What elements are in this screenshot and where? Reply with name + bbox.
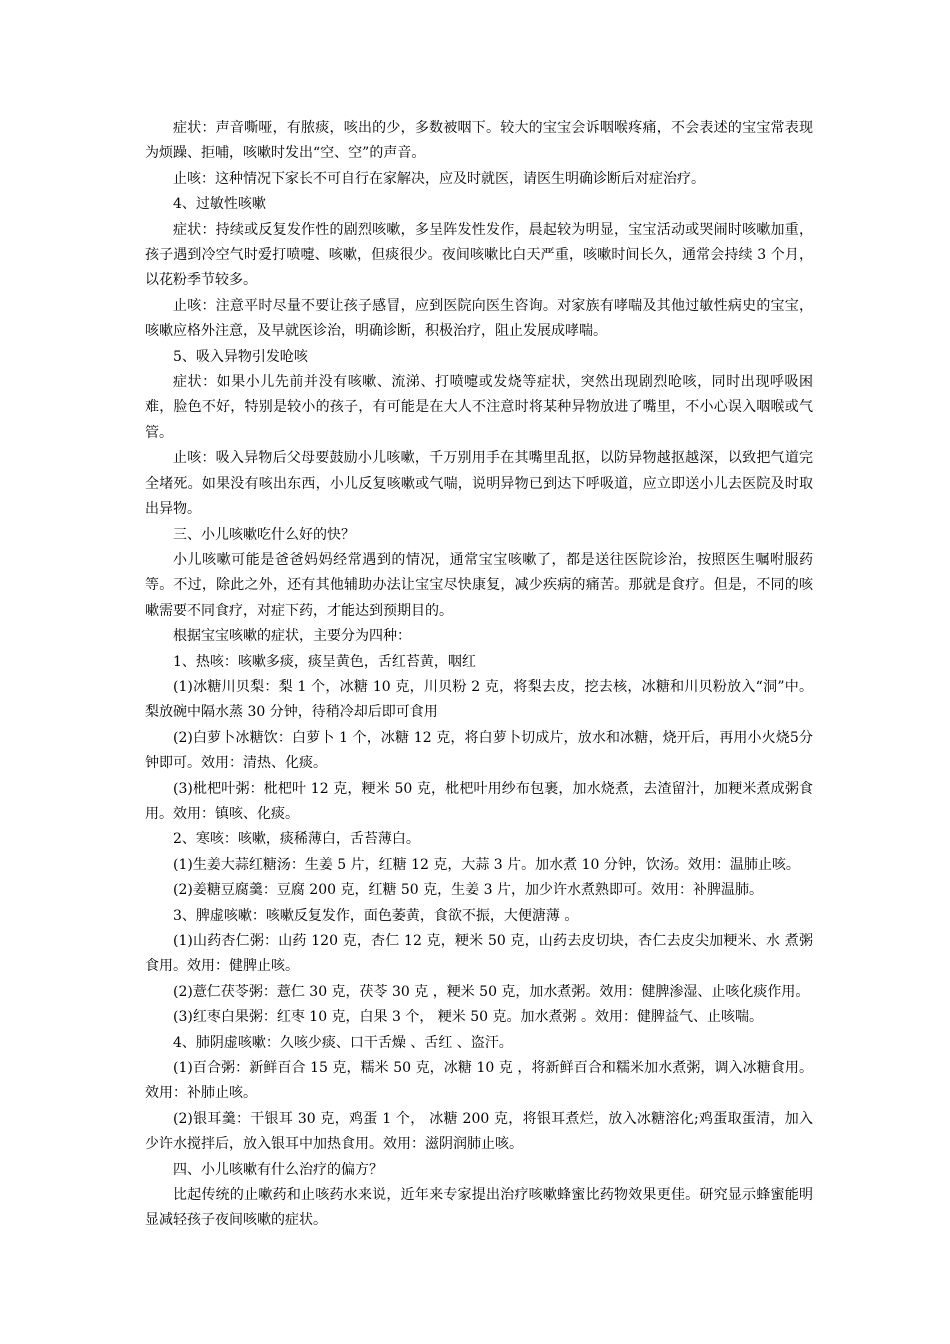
paragraph-allergic-relief: 止咳：注意平时尽量不要让孩子感冒，应到医院向医生咨询。对家族有哮喘及其他过敏性病史的宝宝，咳嗽应格外注意，及早就医诊治，明确诊断，积极治疗，阻止发展成哮喘。 (145, 297, 813, 340)
recipe-coix-poria-porridge: (2)薏仁茯苓粥：薏仁 30 克，茯苓 30 克 ，粳米 50 克，加水煮粥。效用：健脾渗湿、止咳化痰作用。 (173, 983, 810, 1000)
recipe-ginger-tofu: (2)姜糖豆腐羹：豆腐 200 克，红糖 50 克，生姜 3 片，加少许水煮熟即可。效用：补脾温肺。 (173, 882, 763, 899)
paragraph-honey-remedy: 比起传统的止嗽药和止咳药水来说，近年来专家提出治疗咳嗽蜂蜜比药物效果更佳。研究显示蜂蜜能明显减轻孩子夜间咳嗽的症状。 (145, 1187, 813, 1229)
paragraph-foreign-body-symptom: 症状：如果小儿先前并没有咳嗽、流涕、打喷嚏或发烧等症状，突然出现剧烈呛咳，同时出现呼吸困难，脸色不好，特别是较小的孩子，有可能是在大人不注意时将某种异物放进了嘴里，不小心误入咽喉或气管。 (145, 374, 813, 441)
heading-lung-yin-cough: 4、肺阴虚咳嗽：久咳少痰、口干舌燥 、舌红 、盗汗。 (173, 1034, 513, 1051)
recipe-jujube-ginkgo-porridge: (3)红枣白果粥：红枣 10 克，白果 3 个， 粳米 50 克。加水煮粥 。效用：健脾益气、止咳喘。 (173, 1009, 763, 1026)
paragraph-four-types: 根据宝宝咳嗽的症状，主要分为四种： (173, 628, 411, 645)
heading-cold-cough: 2、寒咳：咳嗽，痰稀薄白，舌苔薄白。 (173, 831, 420, 848)
heading-allergic-cough: 4、过敏性咳嗽 (173, 196, 266, 213)
recipe-lily-porridge: (1)百合粥：新鲜百合 15 克，糯米 50 克，冰糖 10 克 ，将新鲜百合和糯米加水煮粥，调入冰糖食用。效用：补肺止咳。 (145, 1060, 813, 1102)
paragraph-relief-see-doctor: 止咳：这种情况下家长不可自行在家解决，应及时就医，请医生明确诊断后对症治疗。 (173, 170, 705, 187)
recipe-yam-almond-porridge: (1)山药杏仁粥：山药 120 克，杏仁 12 克，粳米 50 克，山药去皮切块，杏仁去皮尖加粳米、水 煮粥食用。效用：健脾止咳。 (145, 933, 813, 975)
recipe-ginger-garlic-soup: (1)生姜大蒜红糖汤：生姜 5 片，红糖 12 克，大蒜 3 片。加水煮 10 分钟，饮汤。效用：温肺止咳。 (173, 856, 800, 873)
recipe-radish-drink: (2)白萝卜冰糖饮：白萝卜 1 个，冰糖 12 克，将白萝卜切成片，放水和冰糖，烧开后，再用小火烧5分钟即可。效用：清热、化痰。 (145, 729, 813, 772)
heading-section-four: 四、小儿咳嗽有什么治疗的偏方？ (173, 1161, 383, 1178)
recipe-tremella-soup: (2)银耳羹：干银耳 30 克，鸡蛋 1 个， 冰糖 200 克，将银耳煮烂，放入冰糖溶化;鸡蛋取蛋清，加入少许水搅拌后，放入银耳中加热食用。效用：滋阴润肺止咳。 (145, 1110, 813, 1153)
paragraph-diet-therapy-intro: 小儿咳嗽可能是爸爸妈妈经常遇到的情况，通常宝宝咳嗽了，都是送往医院诊治，按照医生嘱咐服药等。不过，除此之外，还有其他辅助办法让宝宝尽快康复，减少疾病的痛苦。那就是食疗。但是，不同的咳嗽需要不同食疗，对症下药，才能达到预期目的。 (145, 551, 813, 619)
paragraph-symptom-hoarse: 症状：声音嘶哑，有脓痰，咳出的少，多数被咽下。较大的宝宝会诉咽喉疼痛，不会表述的宝宝常表现为烦躁、拒哺，咳嗽时发出“空、空”的声音。 (145, 120, 813, 162)
recipe-rock-sugar-pear: (1)冰糖川贝梨：梨 1 个，冰糖 10 克，川贝粉 2 克，将梨去皮，挖去核，冰糖和川贝粉放入“洞”中。梨放碗中隔水蒸 30 分钟，待稍冷却后即可食用 (145, 678, 813, 721)
heading-section-three: 三、小儿咳嗽吃什么好的快？ (173, 526, 355, 543)
heading-spleen-cough: 3、脾虚咳嗽：咳嗽反复发作，面色萎黄，食欲不振，大便溏薄 。 (173, 907, 579, 924)
heading-foreign-body-cough: 5、吸入异物引发呛咳 (173, 348, 308, 365)
document-body (145, 116, 813, 1234)
heading-heat-cough: 1、热咳：咳嗽多痰，痰呈黄色，舌红苔黄，咽红 (173, 653, 476, 670)
paragraph-foreign-body-relief: 止咳：吸入异物后父母要鼓励小儿咳嗽，千万别用手在其嘴里乱抠，以防异物越抠越深，以致把气道完全堵死。如果没有咳出东西，小儿反复咳嗽或气喘，说明异物已到达下呼吸道，应立即送小儿去医院及时取出异物。 (145, 450, 813, 518)
paragraph-allergic-symptom: 症状：持续或反复发作性的剧烈咳嗽，多呈阵发性发作，晨起较为明显，宝宝活动或哭闹时咳嗽加重，孩子遇到冷空气时爱打喷嚏、咳嗽，但痰很少。夜间咳嗽比白天严重，咳嗽时间长久，通常会持续 3 个月，以花粉季节较多。 (145, 221, 813, 289)
recipe-loquat-porridge: (3)枇杷叶粥：枇杷叶 12 克，粳米 50 克，枇杷叶用纱布包裹，加水烧煮，去渣留汁，加粳米煮成粥食用。效用：镇咳、化痰。 (145, 780, 813, 822)
